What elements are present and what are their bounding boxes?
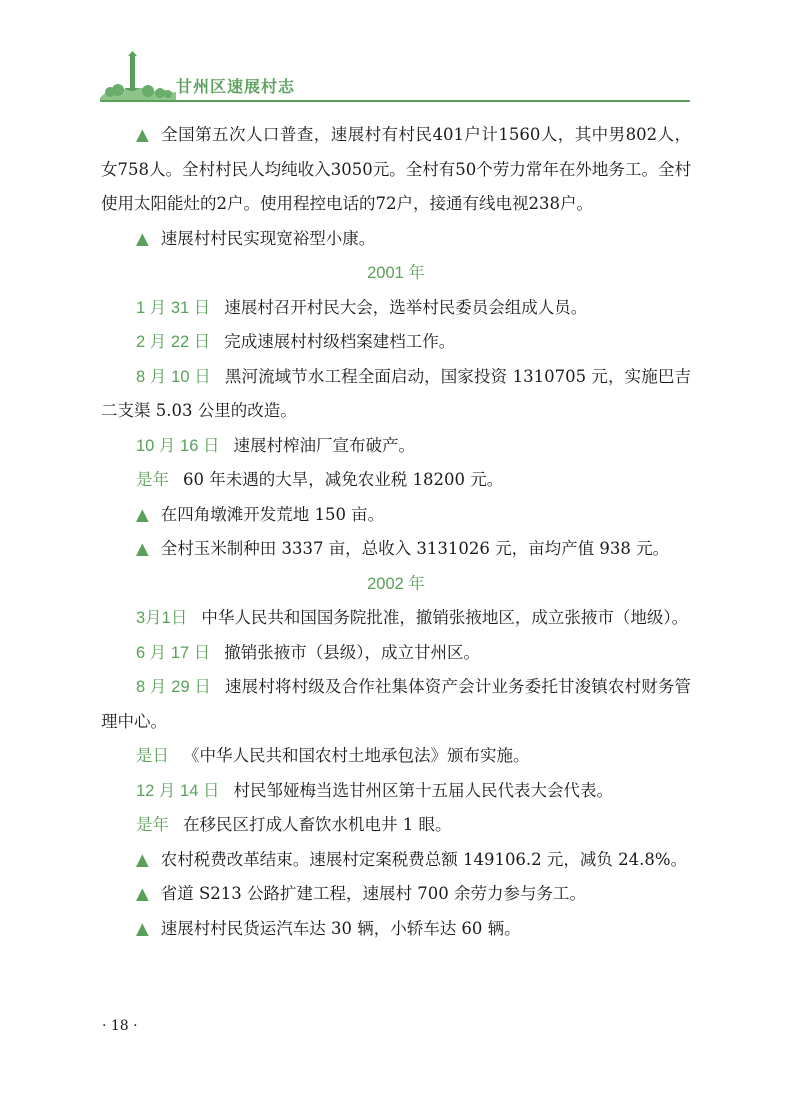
entry-paragraph xyxy=(101,360,691,429)
entry-date: 10 月 16 日 xyxy=(136,436,220,455)
entry-paragraph xyxy=(101,670,691,739)
triangle-marker-icon: ▲ xyxy=(136,539,149,558)
entry-date: 8 月 10 日 xyxy=(136,367,211,386)
entry-date: 12 月 14 日 xyxy=(136,781,220,800)
page-number: · 18 · xyxy=(102,1018,138,1034)
entry-date: 6 月 17 日 xyxy=(136,643,211,662)
entry-date: 是日 xyxy=(136,747,169,765)
entry-text: 速展村村民货运汽车达 30 辆，小轿车达 60 辆。 xyxy=(160,918,521,938)
entry-paragraph xyxy=(101,463,691,498)
entry-text: 全村玉米制种田 3337 亩，总收入 3131026 元，亩均产值 938 元。 xyxy=(160,539,670,558)
header-title: 甘州区速展村志 xyxy=(176,77,296,96)
entry-paragraph xyxy=(101,808,691,843)
entry-paragraph xyxy=(101,325,691,360)
entry-paragraph xyxy=(101,739,691,774)
entry-text: 速展村村民实现宽裕型小康。 xyxy=(160,228,376,248)
entry-date: 2 月 22 日 xyxy=(136,333,211,351)
entry-date: 是年 xyxy=(136,471,169,489)
entry-text: 撤销张掖市（县级），成立甘州区。 xyxy=(224,642,481,662)
entry-text: 黑河流域节水工程全面启动，国家投资 1310705 元，实施巴吉二支渠 5.03 公里的改造。 xyxy=(101,366,691,420)
entry-text: 速展村榨油厂宣布破产。 xyxy=(233,435,415,455)
entry-paragraph xyxy=(101,843,691,878)
entry-paragraph xyxy=(101,774,691,809)
triangle-marker-icon: ▲ xyxy=(136,884,149,903)
triangle-marker-icon: ▲ xyxy=(136,228,149,248)
entry-text: 中华人民共和国国务院批准，撤销张掖地区，成立张掖市（地级）。 xyxy=(201,608,689,627)
monument-landscape-icon xyxy=(100,50,176,102)
header-rule xyxy=(100,100,690,102)
entry-text: 速展村将村级及合作社集体资产会计业务委托甘浚镇农村财务管理中心。 xyxy=(101,677,691,731)
entry-date: 1 月 31 日 xyxy=(136,298,211,317)
triangle-marker-icon: ▲ xyxy=(136,918,149,938)
entry-paragraph xyxy=(101,636,691,671)
entry-paragraph xyxy=(101,222,691,257)
entry-text: 农村税费改革结束。速展村定案税费总额 149106.2 元，减负 24.8%。 xyxy=(160,849,688,869)
entry-text: 在四角墩滩开发荒地 150 亩。 xyxy=(160,504,385,524)
entry-paragraph xyxy=(101,429,691,464)
entry-text: 全国第五次人口普查，速展村有村民401户计1560人，其中男802人，女758人。全村村民人均纯收入3050元。全村有50个劳力常年在外地务工。全村使用太阳能灶的2户。使用程控电话的72户，接通有线电视238户。 xyxy=(101,125,691,213)
entry-text: 60 年未遇的大旱，减免农业税 18200 元。 xyxy=(183,470,504,489)
page-header xyxy=(100,50,690,106)
entry-paragraph xyxy=(101,601,691,636)
triangle-marker-icon: ▲ xyxy=(136,504,149,524)
entry-text: 完成速展村村级档案建档工作。 xyxy=(224,332,456,351)
year-heading-2001: 2001 年 xyxy=(367,264,425,282)
year-heading-2002: 2002 年 xyxy=(367,574,425,593)
entry-text: 村民邹娅梅当选甘州区第十五届人民代表大会代表。 xyxy=(233,780,613,800)
entry-date: 8 月 29 日 xyxy=(136,678,212,696)
entry-date: 3月1日 xyxy=(136,609,188,627)
entry-paragraph xyxy=(101,498,691,533)
entry-date: 是年 xyxy=(136,816,169,834)
entry-paragraph xyxy=(101,118,691,222)
entry-text: 省道 S213 公路扩建工程，速展村 700 余劳力参与务工。 xyxy=(160,884,586,903)
entry-paragraph xyxy=(101,532,691,567)
entry-text: 在移民区打成人畜饮水机电井 1 眼。 xyxy=(183,815,452,834)
entry-paragraph xyxy=(101,291,691,326)
entry-text: 《中华人民共和国农村土地承包法》颁布实施。 xyxy=(183,746,530,765)
entry-paragraph xyxy=(101,912,691,947)
page-content xyxy=(101,118,691,946)
triangle-marker-icon: ▲ xyxy=(136,849,149,869)
entry-paragraph xyxy=(101,877,691,912)
entry-text: 速展村召开村民大会，选举村民委员会组成人员。 xyxy=(224,297,588,317)
triangle-marker-icon: ▲ xyxy=(136,125,150,144)
